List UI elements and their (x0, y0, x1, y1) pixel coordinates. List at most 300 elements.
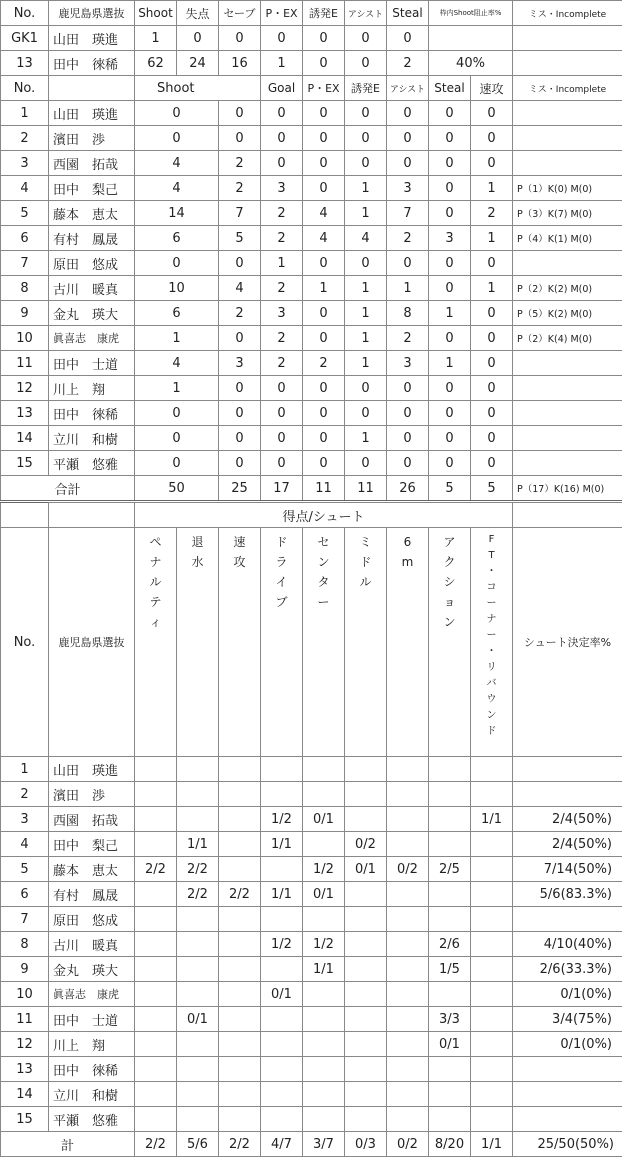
field-pex: 0 (261, 151, 303, 176)
field-total-cell: 11 (303, 476, 345, 502)
field-steal: 0 (387, 251, 429, 276)
gk-no: GK1 (1, 26, 49, 51)
vertical-char: ク (443, 555, 456, 569)
shot-cell: 2/6 (429, 932, 471, 957)
shot-name: 立川 和樹 (49, 1082, 135, 1107)
shot-cell (219, 1032, 261, 1057)
field-no: 2 (1, 126, 49, 151)
shot-cell (261, 857, 303, 882)
field-of: 0 (471, 451, 513, 476)
shot-cell (471, 832, 513, 857)
field-assist: 1 (345, 351, 387, 376)
field-shoot: 4 (135, 151, 219, 176)
shot-title-row (1, 503, 622, 528)
field-player-row (1, 326, 622, 351)
shot-cell: 0/1 (345, 857, 387, 882)
shot-player-row (1, 1082, 622, 1107)
shot-cell (345, 932, 387, 957)
shot-cell (303, 1007, 345, 1032)
field-goal: 2 (219, 176, 261, 201)
field-miss: P（2）K(4) M(0) (513, 326, 622, 351)
field-shoot: 4 (135, 176, 219, 201)
shot-cell (387, 932, 429, 957)
shot-name: 有村 鳳晟 (49, 882, 135, 907)
shot-cell (345, 782, 387, 807)
field-player-row (1, 351, 622, 376)
field-fastbreak: 1 (429, 351, 471, 376)
shot-rate (513, 1107, 622, 1132)
vertical-char: ・ (486, 646, 497, 657)
shot-cell (261, 1107, 303, 1132)
field-pex: 3 (261, 301, 303, 326)
shot-cell (303, 832, 345, 857)
vertical-char: シ (443, 575, 456, 589)
field-player-row (1, 201, 622, 226)
field-induced: 0 (303, 101, 345, 126)
vertical-char: ド (275, 535, 288, 549)
field-induced: 0 (303, 126, 345, 151)
field-player-row (1, 426, 622, 451)
field-of: 0 (471, 126, 513, 151)
field-steal: 0 (387, 401, 429, 426)
gk-cell: 2 (387, 51, 429, 76)
gk-cell: 0 (303, 51, 345, 76)
shot-name: 山田 瑛進 (49, 757, 135, 782)
shot-cell (345, 1082, 387, 1107)
field-player-row (1, 251, 622, 276)
shot-rate (513, 1057, 622, 1082)
shot-cell (177, 1082, 219, 1107)
vertical-char: ペ (149, 535, 162, 549)
shot-rate: 2/6(33.3%) (513, 957, 622, 982)
field-fastbreak: 0 (429, 451, 471, 476)
field-induced: 4 (303, 226, 345, 251)
field-total-cell: 50 (135, 476, 219, 502)
shot-cell: 1/2 (303, 932, 345, 957)
field-player-row (1, 451, 622, 476)
field-pex: 2 (261, 326, 303, 351)
shot-cell (219, 907, 261, 932)
shot-cell: 2/2 (219, 882, 261, 907)
shot-cell (219, 957, 261, 982)
gk-header-steal: Steal (387, 1, 429, 26)
vertical-char: リ (486, 662, 497, 673)
field-name: 立川 和樹 (49, 426, 135, 451)
field-shoot: 0 (135, 251, 219, 276)
shot-name: 川上 翔 (49, 1032, 135, 1057)
field-total-cell: P（17）K(16) M(0) (513, 476, 622, 502)
shot-cell (219, 932, 261, 957)
shot-player-row (1, 832, 622, 857)
shot-cell (471, 782, 513, 807)
field-player-row (1, 276, 622, 301)
shot-player-row (1, 957, 622, 982)
field-steal: 8 (387, 301, 429, 326)
vertical-char: 攻 (233, 555, 246, 569)
shot-cell (345, 807, 387, 832)
shot-cell (345, 982, 387, 1007)
shot-cell (177, 782, 219, 807)
vertical-char: ナ (486, 614, 497, 625)
field-steal: 0 (387, 451, 429, 476)
shot-cell (387, 1107, 429, 1132)
shot-cell (471, 1032, 513, 1057)
shot-no: 7 (1, 907, 49, 932)
shot-cell (471, 957, 513, 982)
field-steal: 0 (387, 426, 429, 451)
shot-cell (261, 957, 303, 982)
field-steal: 0 (387, 151, 429, 176)
shot-rate: 0/1(0%) (513, 1032, 622, 1057)
shot-no: 2 (1, 782, 49, 807)
field-pex: 0 (261, 376, 303, 401)
shot-cell (387, 1082, 429, 1107)
field-assist: 0 (345, 251, 387, 276)
field-shoot: 6 (135, 301, 219, 326)
shot-cell (177, 1032, 219, 1057)
shot-no: 9 (1, 957, 49, 982)
field-shoot: 0 (135, 426, 219, 451)
shot-cell (261, 1007, 303, 1032)
field-goal: 0 (219, 126, 261, 151)
field-pex: 1 (261, 251, 303, 276)
field-induced: 0 (303, 451, 345, 476)
field-fastbreak: 0 (429, 326, 471, 351)
gk-cell: 62 (135, 51, 177, 76)
gk-cell: 1 (261, 51, 303, 76)
shot-player-row (1, 1032, 622, 1057)
field-induced: 0 (303, 326, 345, 351)
shot-player-row (1, 882, 622, 907)
field-of: 0 (471, 251, 513, 276)
shot-cell (387, 782, 429, 807)
field-induced: 0 (303, 176, 345, 201)
shot-cell (345, 957, 387, 982)
field-no: 9 (1, 301, 49, 326)
field-total-cell: 25 (219, 476, 261, 502)
shot-table (0, 502, 622, 1157)
shot-cell (471, 1007, 513, 1032)
gk-block-rate (429, 26, 513, 51)
shot-player-row (1, 1007, 622, 1032)
vertical-char: 6 (403, 535, 412, 549)
gk-miss (513, 26, 622, 51)
field-header-goal: Goal (261, 76, 303, 101)
field-name: 川上 翔 (49, 376, 135, 401)
field-no: 1 (1, 101, 49, 126)
shot-type-fastbreak (219, 528, 261, 757)
vertical-char: 退 (191, 535, 204, 549)
vertical-char: 水 (191, 555, 204, 569)
shot-rate (513, 782, 622, 807)
shot-type-action (429, 528, 471, 757)
shot-cell (177, 1107, 219, 1132)
shot-cell (345, 757, 387, 782)
shot-rate (513, 1082, 622, 1107)
shot-cell (135, 1007, 177, 1032)
shot-cell (303, 1107, 345, 1132)
field-shoot: 6 (135, 226, 219, 251)
shot-name: 濱田 渉 (49, 782, 135, 807)
field-pex: 3 (261, 176, 303, 201)
field-assist: 0 (345, 401, 387, 426)
field-goal: 0 (219, 251, 261, 276)
shot-header-row (1, 528, 622, 757)
gk-header-shoot: Shoot (135, 1, 177, 26)
shot-total-label: 計 (1, 1132, 135, 1157)
field-player-row (1, 101, 622, 126)
field-no: 5 (1, 201, 49, 226)
field-of: 0 (471, 326, 513, 351)
field-name: 古川 暖真 (49, 276, 135, 301)
field-header-pex: P・EX (303, 76, 345, 101)
shot-rate (513, 907, 622, 932)
shot-cell (471, 1107, 513, 1132)
shot-cell (219, 832, 261, 857)
gk-cell: 24 (177, 51, 219, 76)
shot-cell: 0/2 (387, 857, 429, 882)
field-goal: 5 (219, 226, 261, 251)
field-name: 有村 鳳晟 (49, 226, 135, 251)
shot-cell (429, 757, 471, 782)
field-header-fastbreak: 速攻 (471, 76, 513, 101)
shot-cell: 3/3 (429, 1007, 471, 1032)
shot-cell: 1/2 (261, 807, 303, 832)
shot-title-spacer (1, 503, 49, 528)
shot-cell (429, 782, 471, 807)
shot-cell (387, 757, 429, 782)
field-steal: 3 (387, 351, 429, 376)
shot-total-cell: 1/1 (471, 1132, 513, 1157)
field-miss: P（2）K(2) M(0) (513, 276, 622, 301)
shot-cell (471, 907, 513, 932)
field-miss (513, 101, 622, 126)
field-player-row (1, 226, 622, 251)
field-no: 4 (1, 176, 49, 201)
gk-header-team: 鹿児島県選抜 (49, 1, 135, 26)
shot-cell (429, 1107, 471, 1132)
shot-title-spacer (513, 503, 622, 528)
field-header-team-blank (49, 76, 135, 101)
field-pex: 0 (261, 126, 303, 151)
field-shoot: 1 (135, 326, 219, 351)
shot-cell (219, 807, 261, 832)
field-total-cell: 11 (345, 476, 387, 502)
gk-header-miss: ミス・Incomplete (513, 1, 622, 26)
field-induced: 0 (303, 401, 345, 426)
shot-total-cell: 3/7 (303, 1132, 345, 1157)
shot-cell (177, 907, 219, 932)
field-player-row (1, 151, 622, 176)
field-goal: 2 (219, 301, 261, 326)
shot-cell (345, 1057, 387, 1082)
vertical-char: ン (486, 710, 497, 721)
field-shoot: 0 (135, 451, 219, 476)
gk-cell: 0 (261, 26, 303, 51)
vertical-char: イ (275, 575, 288, 589)
vertical-char: F (488, 534, 495, 545)
shot-type-center (303, 528, 345, 757)
field-fastbreak: 0 (429, 401, 471, 426)
shot-title-spacer (49, 503, 135, 528)
shot-cell (387, 832, 429, 857)
field-induced: 0 (303, 151, 345, 176)
field-name: 田中 梨己 (49, 176, 135, 201)
shot-no: 14 (1, 1082, 49, 1107)
shot-cell (219, 1057, 261, 1082)
shot-cell (345, 907, 387, 932)
gk-header-pex: P・EX (261, 1, 303, 26)
shot-player-row (1, 807, 622, 832)
shot-cell (471, 1057, 513, 1082)
shot-cell (471, 857, 513, 882)
field-steal: 2 (387, 226, 429, 251)
field-header-steal: Steal (429, 76, 471, 101)
shot-cell: 2/5 (429, 857, 471, 882)
shot-cell: 1/1 (261, 882, 303, 907)
field-of: 0 (471, 401, 513, 426)
gk-cell: 0 (219, 26, 261, 51)
field-name: 田中 士道 (49, 351, 135, 376)
shot-header-no: No. (1, 528, 49, 757)
field-induced: 4 (303, 201, 345, 226)
shot-cell (387, 907, 429, 932)
field-induced: 1 (303, 276, 345, 301)
shot-cell (219, 982, 261, 1007)
field-goal: 0 (219, 376, 261, 401)
field-total-cell: 26 (387, 476, 429, 502)
shot-cell (219, 757, 261, 782)
shot-player-row (1, 857, 622, 882)
field-induced: 0 (303, 301, 345, 326)
shot-cell (177, 932, 219, 957)
field-pex: 0 (261, 101, 303, 126)
field-name: 眞喜志 康虎 (49, 326, 135, 351)
shot-cell (303, 1082, 345, 1107)
shot-cell (429, 982, 471, 1007)
field-induced: 2 (303, 351, 345, 376)
vertical-char: ル (149, 575, 162, 589)
gk-row (1, 51, 622, 76)
field-fastbreak: 0 (429, 101, 471, 126)
shot-type-penalty (135, 528, 177, 757)
field-steal: 0 (387, 126, 429, 151)
vertical-char: ア (443, 535, 456, 549)
field-assist: 1 (345, 201, 387, 226)
shot-no: 10 (1, 982, 49, 1007)
shot-cell (177, 982, 219, 1007)
shot-cell (387, 957, 429, 982)
gk-no: 13 (1, 51, 49, 76)
field-assist: 1 (345, 176, 387, 201)
field-assist: 1 (345, 426, 387, 451)
shot-cell (219, 857, 261, 882)
field-miss: P（5）K(2) M(0) (513, 301, 622, 326)
field-steal: 1 (387, 276, 429, 301)
field-goal: 0 (219, 451, 261, 476)
shot-cell (387, 982, 429, 1007)
field-assist: 4 (345, 226, 387, 251)
field-name: 山田 瑛進 (49, 101, 135, 126)
field-goal: 2 (219, 151, 261, 176)
shot-name: 田中 梨己 (49, 832, 135, 857)
shot-cell (387, 1007, 429, 1032)
shot-no: 11 (1, 1007, 49, 1032)
shot-player-row (1, 907, 622, 932)
shot-rate: 7/14(50%) (513, 857, 622, 882)
shot-cell (135, 1107, 177, 1132)
field-of: 1 (471, 176, 513, 201)
shot-cell: 0/2 (345, 832, 387, 857)
field-steal: 2 (387, 326, 429, 351)
vertical-char: ・ (486, 566, 497, 577)
shot-cell (303, 982, 345, 1007)
shot-cell (303, 907, 345, 932)
field-no: 6 (1, 226, 49, 251)
field-of: 0 (471, 426, 513, 451)
shot-header-rate: シュート決定率% (513, 528, 622, 757)
field-goal: 4 (219, 276, 261, 301)
gk-header-block-rate: 枠内Shoot阻止率% (429, 1, 513, 26)
gk-header-induced: 誘発E (303, 1, 345, 26)
field-pex: 2 (261, 276, 303, 301)
shot-cell (471, 932, 513, 957)
gk-cell: 0 (177, 26, 219, 51)
shot-cell (429, 807, 471, 832)
shot-header-team: 鹿児島県選抜 (49, 528, 135, 757)
field-steal: 0 (387, 101, 429, 126)
shot-total-cell: 5/6 (177, 1132, 219, 1157)
vertical-char: ー (317, 595, 330, 609)
field-name: 金丸 瑛大 (49, 301, 135, 326)
shot-player-row (1, 1057, 622, 1082)
shot-cell: 1/1 (471, 807, 513, 832)
shot-cell (471, 1082, 513, 1107)
field-header-shoot: Shoot (135, 76, 261, 101)
shot-cell (135, 982, 177, 1007)
shot-rate: 2/4(50%) (513, 832, 622, 857)
field-no: 12 (1, 376, 49, 401)
gk-name: 田中 徠稀 (49, 51, 135, 76)
vertical-char: ド (486, 726, 497, 737)
shot-name: 古川 暖真 (49, 932, 135, 957)
shot-cell: 0/1 (303, 882, 345, 907)
field-no: 11 (1, 351, 49, 376)
shot-rate: 0/1(0%) (513, 982, 622, 1007)
vertical-char: ウ (486, 694, 497, 705)
field-miss (513, 451, 622, 476)
field-no: 13 (1, 401, 49, 426)
gk-cell: 0 (387, 26, 429, 51)
shot-player-row (1, 757, 622, 782)
shot-cell: 1/5 (429, 957, 471, 982)
field-header-no: No. (1, 76, 49, 101)
shot-cell (261, 782, 303, 807)
shot-cell: 0/1 (261, 982, 303, 1007)
field-assist: 1 (345, 301, 387, 326)
shot-cell: 0/1 (303, 807, 345, 832)
shot-cell (135, 957, 177, 982)
field-total-cell: 5 (429, 476, 471, 502)
shot-cell (471, 882, 513, 907)
shot-cell (177, 807, 219, 832)
shot-rate: 5/6(83.3%) (513, 882, 622, 907)
shot-player-row (1, 932, 622, 957)
shot-cell (387, 1057, 429, 1082)
field-shoot: 10 (135, 276, 219, 301)
shot-no: 15 (1, 1107, 49, 1132)
shot-total-cell: 2/2 (135, 1132, 177, 1157)
